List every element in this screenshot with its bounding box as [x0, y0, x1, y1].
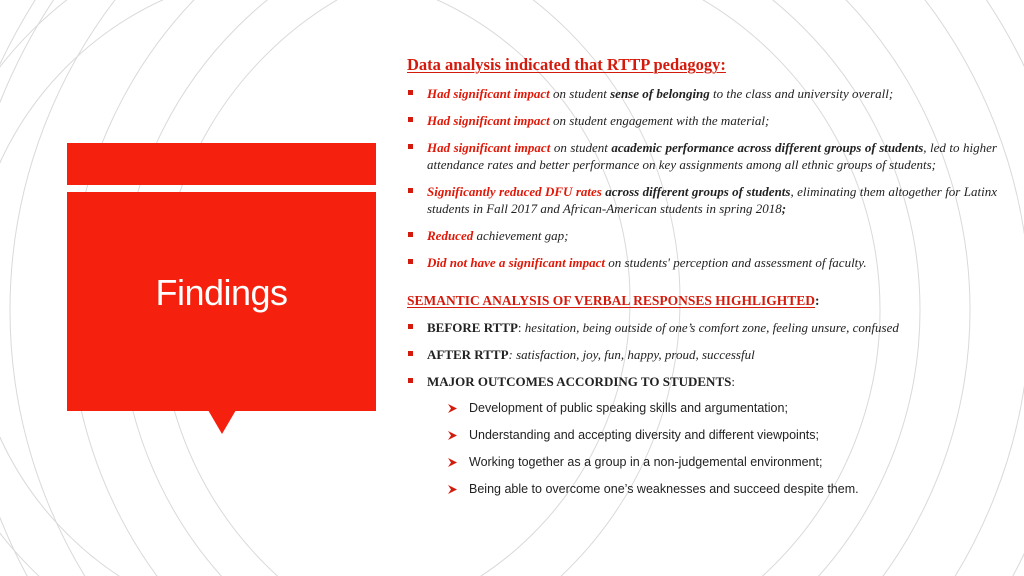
square-bullet-icon: [408, 90, 413, 95]
square-bullet-icon: [408, 351, 413, 356]
section2-heading-colon: :: [815, 293, 820, 308]
outcome-text: Understanding and accepting diversity and different viewpoints;: [469, 428, 819, 442]
item-text: on student: [549, 86, 611, 101]
list-item: [407, 319, 997, 336]
list-item: [407, 373, 997, 390]
findings-content: [407, 55, 997, 508]
section2-heading: [407, 293, 997, 309]
item-label: AFTER RTTP: [427, 347, 509, 362]
item-bold: across different groups of students: [605, 184, 791, 199]
item-emphasis: Reduced: [427, 228, 474, 243]
outcome-item: [447, 454, 997, 471]
list-item: [407, 346, 997, 363]
item-sep: :: [731, 374, 735, 389]
item-emphasis: Had significant impact: [427, 140, 551, 155]
arrow-bullet-icon: [447, 403, 458, 414]
item-text: on students' perception and assessment of faculty.: [605, 255, 867, 270]
item-text: , led to higher attendance rates and better performance on key assignments among all ethnic groups of students;: [427, 140, 997, 172]
accent-strip: [67, 143, 376, 185]
arrow-bullet-icon: [447, 484, 458, 495]
square-bullet-icon: [408, 232, 413, 237]
item-emphasis: Had significant impact: [427, 113, 550, 128]
item-text: to the class and university overall;: [709, 86, 894, 101]
square-bullet-icon: [408, 259, 413, 264]
item-text: , eliminating them altogether for Latinx students in Fall 2017 and African-American students in spring 2018: [427, 184, 997, 216]
outcome-text: Being able to overcome one’s weaknesses and succeed despite them.: [469, 482, 859, 496]
item-bold: ;: [781, 201, 787, 216]
square-bullet-icon: [408, 117, 413, 122]
arrow-bullet-icon: [447, 430, 458, 441]
item-text: satisfaction, joy, fun, happy, proud, successful: [512, 347, 755, 362]
item-bold: academic performance across different groups of students: [611, 140, 924, 155]
square-bullet-icon: [408, 188, 413, 193]
outcome-text: Working together as a group in a non-judgemental environment;: [469, 455, 823, 469]
slide-title: Findings: [155, 272, 288, 313]
outcome-text: Development of public speaking skills and argumentation;: [469, 401, 788, 415]
list-item: [407, 227, 997, 244]
list-item: [407, 85, 997, 102]
square-bullet-icon: [408, 144, 413, 149]
item-text: on student engagement with the material;: [549, 113, 770, 128]
section1-heading: Data analysis indicated that RTTP pedagogy:: [407, 55, 726, 74]
title-panel: [67, 192, 376, 411]
outcome-item: [447, 481, 997, 498]
item-label: MAJOR OUTCOMES ACCORDING TO STUDENTS: [427, 374, 732, 389]
item-emphasis: Did not have a significant impact: [427, 255, 606, 270]
item-text: hesitation, being outside of one’s comfort zone, feeling unsure, confused: [521, 320, 899, 335]
list-item: [407, 112, 997, 129]
item-text: on student: [550, 140, 612, 155]
square-bullet-icon: [408, 324, 413, 329]
item-sep: :: [508, 347, 513, 362]
list-item: [407, 139, 997, 173]
arrow-bullet-icon: [447, 457, 458, 468]
section2-heading-text: SEMANTIC ANALYSIS OF VERBAL RESPONSES HIGHLIGHTED: [407, 293, 815, 308]
item-sep: :: [517, 320, 522, 335]
outcome-item: [447, 427, 997, 444]
section2-list: [407, 319, 997, 390]
item-emphasis: Significantly reduced DFU rates: [427, 184, 602, 199]
square-bullet-icon: [408, 378, 413, 383]
item-bold: sense of belonging: [610, 86, 710, 101]
section1-list: [407, 85, 997, 271]
title-pointer: [208, 410, 236, 434]
outcomes-list: [407, 400, 997, 498]
item-emphasis: Had significant impact: [427, 86, 550, 101]
list-item: [407, 183, 997, 217]
item-label: BEFORE RTTP: [427, 320, 518, 335]
list-item: [407, 254, 997, 271]
item-text: achievement gap;: [473, 228, 569, 243]
outcome-item: [447, 400, 997, 417]
